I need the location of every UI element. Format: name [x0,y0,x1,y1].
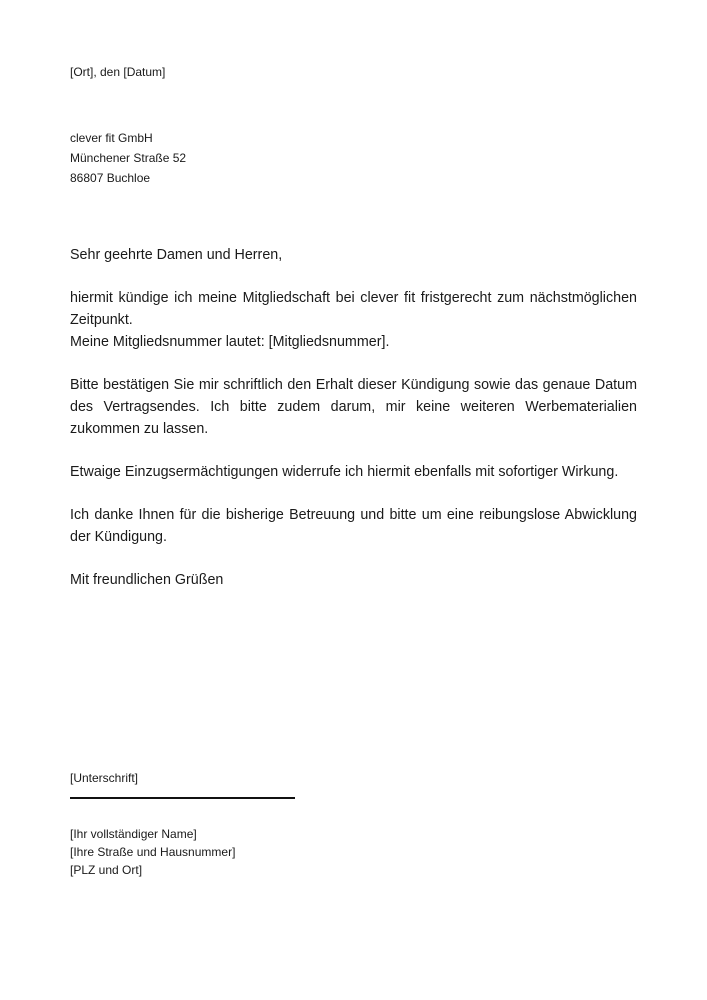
signature-placeholder: [Unterschrift] [70,771,139,785]
paragraph-thanks: Ich danke Ihnen für die bisherige Betreuung und bitte um eine reibungslose Abwicklung der Kündigung. [70,507,637,545]
signature-line [70,797,295,799]
recipient-address [70,128,186,188]
sender-street: [Ihre Straße und Hausnummer] [70,845,236,859]
recipient-street: Münchener Straße 52 [70,151,187,165]
sender-address [70,825,295,879]
membership-number-line: Meine Mitgliedsnummer lautet: [Mitgliedsnummer]. [70,334,390,350]
salutation: Sehr geehrte Damen und Herren, [70,247,283,263]
date-line: [Ort], den [Datum] [70,65,166,79]
paragraph-debit-revocation: Etwaige Einzugsermächtigungen widerrufe ich hiermit ebenfalls mit sofortiger Wirkung. [70,464,619,480]
paragraph-cancellation [70,287,637,353]
sender-name: [Ihr vollständiger Name] [70,827,197,841]
signature-block [70,770,295,879]
paragraph-confirmation-request: Bitte bestätigen Sie mir schriftlich den Erhalt dieser Kündigung sowie das genaue Datum des Vertragsendes. Ich bitte zudem darum, mir keine weiteren Werbematerialien zukommen zu lassen. [70,377,637,437]
recipient-name: clever fit GmbH [70,131,153,145]
closing-formula: Mit freundlichen Grüßen [70,572,224,588]
recipient-city: 86807 Buchloe [70,171,151,185]
letter-body [70,244,637,612]
cancellation-text: hiermit kündige ich meine Mitgliedschaft bei clever fit fristgerecht zum nächstmöglichen Zeitpunkt. [70,290,637,328]
sender-city: [PLZ und Ort] [70,863,143,877]
